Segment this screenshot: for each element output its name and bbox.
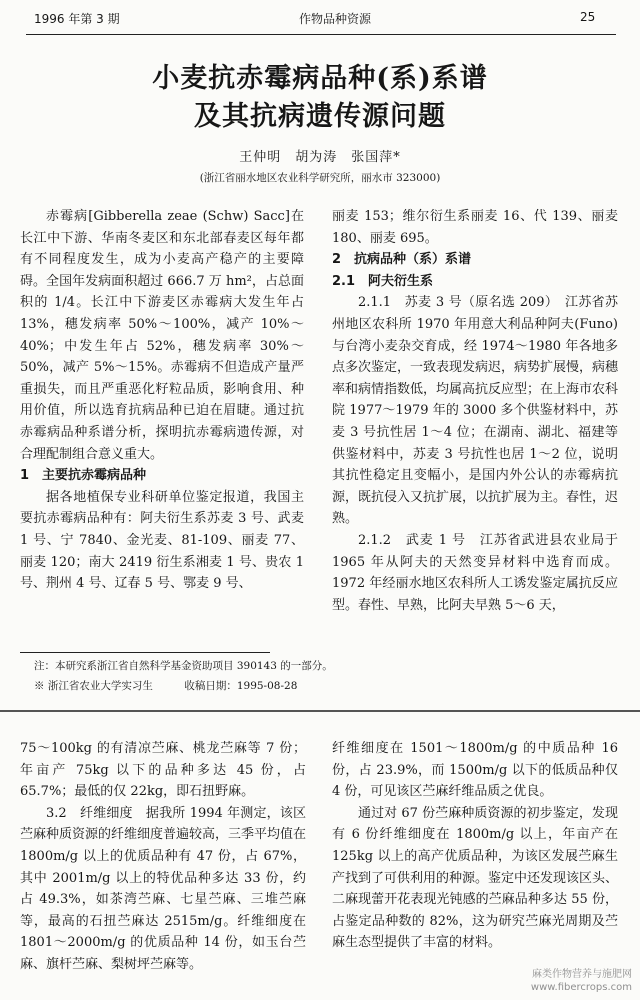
journal-name: 作物品种资源 — [298, 12, 371, 26]
footnotes — [34, 656, 614, 696]
body-paragraph: 2.1.2 武麦 1 号 江苏省武进县农业局于 1965 年从阿夫的天然变异材料中选育而成。1972 年经丽水地区农科所人工诱发鉴定属抗反应型。春性、早熟，比阿夫早熟 5～6 天， — [332, 532, 618, 613]
section-heading: 2 抗病品种（系）系谱 — [332, 252, 472, 268]
page-number: 25 — [580, 10, 596, 24]
body-paragraph: 通过对 67 份苎麻种质资源的初步鉴定，发现有 6 份纤维细度在 1800m/g 以上，年亩产在 125kg 以上的高产优质品种，为该区发展苎麻生产找到了可供利用的种源。鉴定中还发现该区头、二麻现蕾开花表现光钝感的苎麻品种多达 55 份，占鉴定品种数的 82%，这为研究苎麻光周期及苎麻生态型提供了丰富的材料。 — [332, 805, 619, 951]
section-heading: 1 主要抗赤霉病品种 — [20, 468, 147, 484]
footnote-rule — [20, 652, 270, 653]
header-rule — [26, 34, 616, 35]
watermark-name: 麻类作物营养与施肥网 — [532, 969, 632, 980]
body-column-left — [20, 206, 304, 595]
journal-issue: 1996 年第 3 期 — [34, 12, 120, 26]
footnote-funding: 注：本研究系浙江省自然科学基金资助项目 390143 的一部分。 — [34, 660, 333, 672]
continued-paragraph: 丽麦 153；维尔衍生系丽麦 16、代 139、丽麦 180、丽麦 695。 — [332, 209, 618, 246]
body-column-right — [332, 206, 618, 616]
body-paragraph: 赤霉病[Gibberella zeae (Schw) Sacc]在长江中下游、华南冬麦区和东北部春麦区每年都有不同程度发生，成为小麦高产稳产的主要障碍。全国年发病面积超过 666.7 万 hm²，占总面积的 1/4。长江中下游麦区赤霉病大发生年占 13%，穗发病率 50%～100%，减产 10%～40%；中发生年占 52%，穗发病率 30%～50%，减产 5%～15%。赤霉病不但造成产量严重损失，而且严重恶化籽粒品质，影响食用、种用价值，所以选育抗病品种已迫在眉睫。通过抗赤霉病品种系谱分析，探明抗赤霉病遗传源，对合理配制组合意义重大。 — [20, 209, 304, 462]
footnote-received: ※ 浙江省农业大学实习生 收稿日期：1995-08-28 — [34, 680, 298, 692]
paper-affiliation: (浙江省丽水地区农业科学研究所，丽水市 323000) — [199, 172, 441, 184]
page-separator — [0, 710, 640, 712]
body-paragraph: 2.1.1 苏麦 3 号（原名选 209） 江苏省苏州地区农科所 1970 年用意大利品种阿夫(Funo)与台湾小麦杂交育成，经 1974～1980 年各地多点多次鉴定，一致表现发病迟，病势扩展慢，病穗率和病情指数低，均属高抗反应型；在上海市农科院 1977～1979 年的 3000 多个供鉴材料中，苏麦 3 号抗性居 1～4 位；在湖南、湖北、福建等供鉴材料中，苏麦 3 号抗性也居 1～2 位，说明其抗性稳定且变幅小，是国内外公认的赤霉病抗源，既抗侵入又抗扩展，以抗扩展为主。春性，迟熟。 — [332, 295, 619, 527]
watermark-url: www.fibercrops.com — [530, 982, 632, 993]
paper-title-line1: 小麦抗赤霉病品种(系)系谱 — [152, 63, 488, 94]
site-watermark — [531, 968, 632, 994]
paper-title-line2: 及其抗病遗传源问题 — [194, 101, 446, 132]
body-paragraph: 据各地植保专业科研单位鉴定报道，我国主要抗赤霉病品种有：阿夫衍生系苏麦 3 号、武麦 1 号、宁 7840、金光麦、81-109、丽麦 77、丽麦 120；南大 2419 衍生系湘麦 1 号、贵农 1 号、荆州 4 号、辽春 5 号、鄂麦 9 号、 — [20, 489, 304, 592]
continued-paragraph: 75～100kg 的有清凉苎麻、桃龙苎麻等 7 份；年亩产 75kg 以下的品种多达 45 份，占 65.7%；最低的仅 22kg，即石扭野麻。 — [20, 741, 306, 800]
continued-paragraph: 纤维细度在 1501～1800m/g 的中质品种 16 份，占 23.9%，而 1500m/g 以下的低质品种仅 4 份，可见该区苎麻纤维品质之优良。 — [332, 741, 618, 800]
body-paragraph: 3.2 纤维细度 据我所 1994 年测定，该区苎麻种质资源的纤维细度普遍较高，三季平均值在 1800m/g 以上的优质品种有 47 份，占 67%，其中 2001m/g 以上的特优品种多达 33 份，约占 49.3%，如茶湾苎麻、七星苎麻、三堆苎麻等，最高的石扭苎麻达 2515m/g。纤维细度在 1801～2000m/g 的优质品种 14 份，如玉台苎麻、旗杆苎麻、梨树坪苎麻等。 — [20, 805, 307, 972]
section-heading: 2.1 阿夫衍生系 — [332, 273, 434, 289]
paper-authors: 王仲明 胡为涛 张国萍* — [239, 150, 401, 165]
lower-column-left — [20, 738, 306, 976]
lower-column-right — [332, 738, 618, 954]
